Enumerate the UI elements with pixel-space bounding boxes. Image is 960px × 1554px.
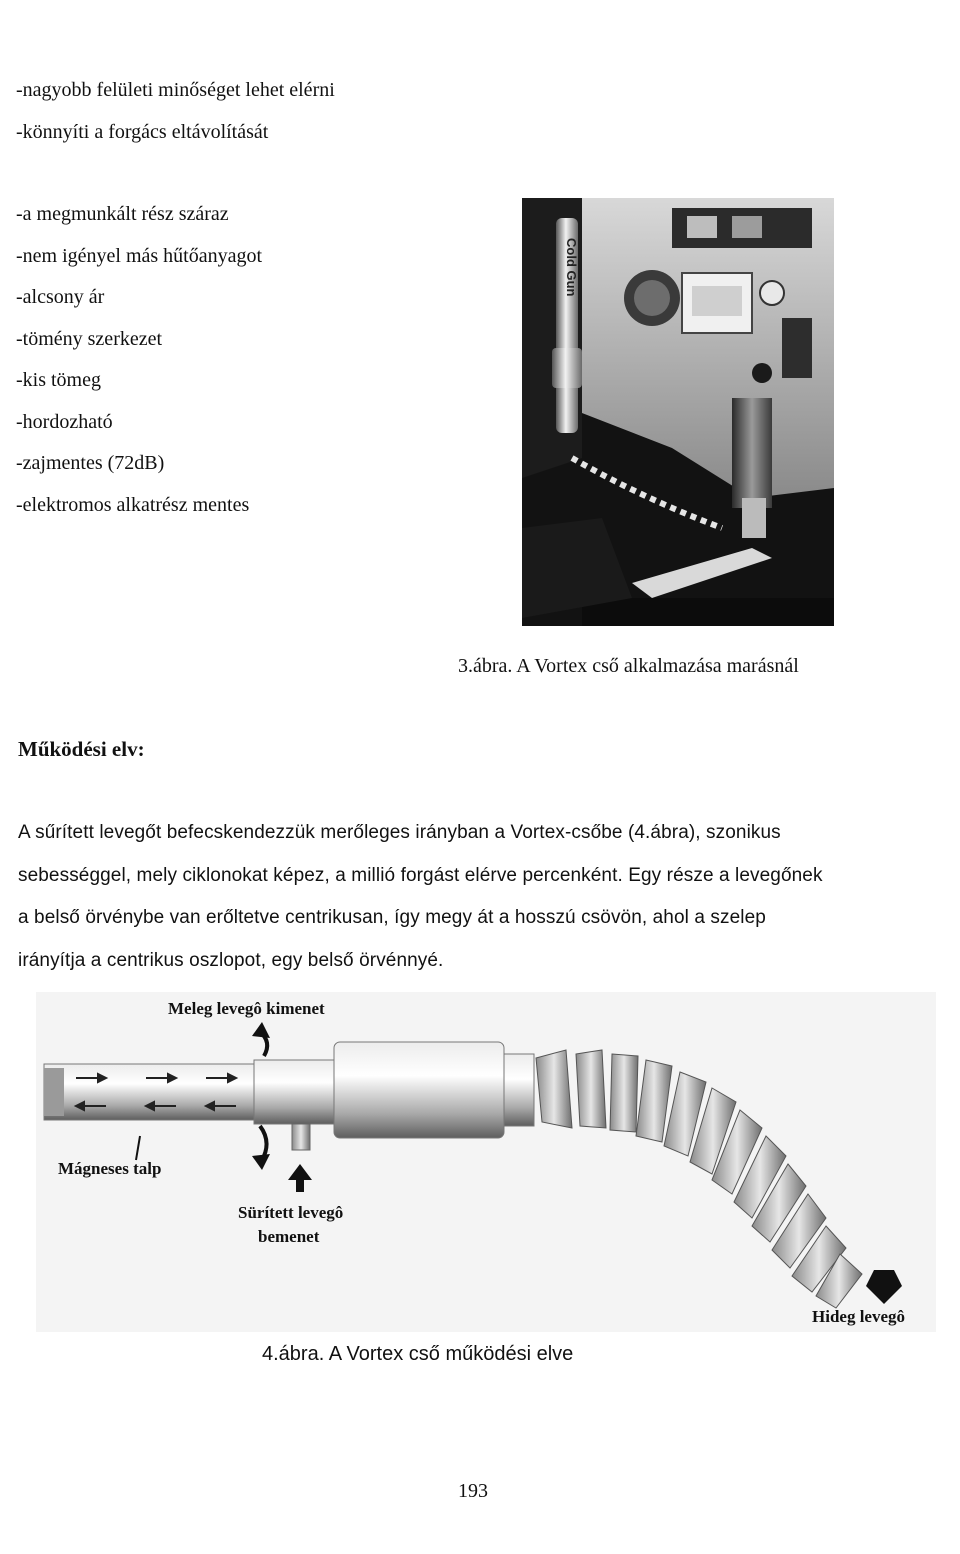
list-item: -nagyobb felületi minőséget lehet elérni (16, 79, 335, 101)
list-item: -a megmunkált rész száraz (16, 203, 229, 225)
cold-air-label: Hideg levegô (812, 1307, 906, 1326)
paragraph-line: irányítja a centrikus oszlopot, egy belső örvénnyé. (18, 949, 444, 971)
page-number: 193 (458, 1480, 488, 1502)
milling-photo (522, 198, 834, 626)
list-item: -könnyíti a forgács eltávolítását (16, 120, 269, 143)
list-item: -hordozható (16, 410, 113, 433)
section-heading: Működési elv: (18, 737, 145, 761)
list-spacer (16, 153, 335, 194)
list-item: -nem igényel más hűtőanyagot (16, 244, 263, 267)
cold-gun-label: Cold Gun (564, 238, 579, 297)
list-item: -elektromos alkatrész mentes (16, 493, 250, 516)
vortex-tube-diagram (36, 992, 936, 1332)
advantages-list (16, 70, 335, 526)
compressed-air-label-2: bemenet (258, 1227, 320, 1246)
paragraph-line: sebességgel, mely ciklonokat képez, a millió forgást elérve percenként. Egy része a levegőnek (18, 864, 823, 886)
magnetic-base-label: Mágneses talp (58, 1159, 162, 1178)
body-paragraph (18, 812, 938, 982)
paragraph-line: A sűrített levegőt befecskendezzük merőleges irányban a Vortex-csőbe (4.ábra), szonikus (18, 822, 781, 843)
compressed-air-label-1: Sürített levegô (238, 1203, 344, 1222)
list-item: -kis tömeg (16, 369, 101, 391)
list-item: -zajmentes (72dB) (16, 452, 165, 474)
list-item: -tömény szerkezet (16, 327, 163, 350)
warm-out-label: Meleg levegô kimenet (168, 999, 325, 1018)
figure-4-caption: 4.ábra. A Vortex cső működési elve (262, 1343, 574, 1365)
figure-3-caption: 3.ábra. A Vortex cső alkalmazása marásnál (458, 655, 799, 677)
paragraph-line: a belső örvénybe van erőltetve centrikusan, így megy át a hosszú csövön, ahol a szelep (18, 907, 766, 928)
list-item: -alcsony ár (16, 286, 105, 308)
